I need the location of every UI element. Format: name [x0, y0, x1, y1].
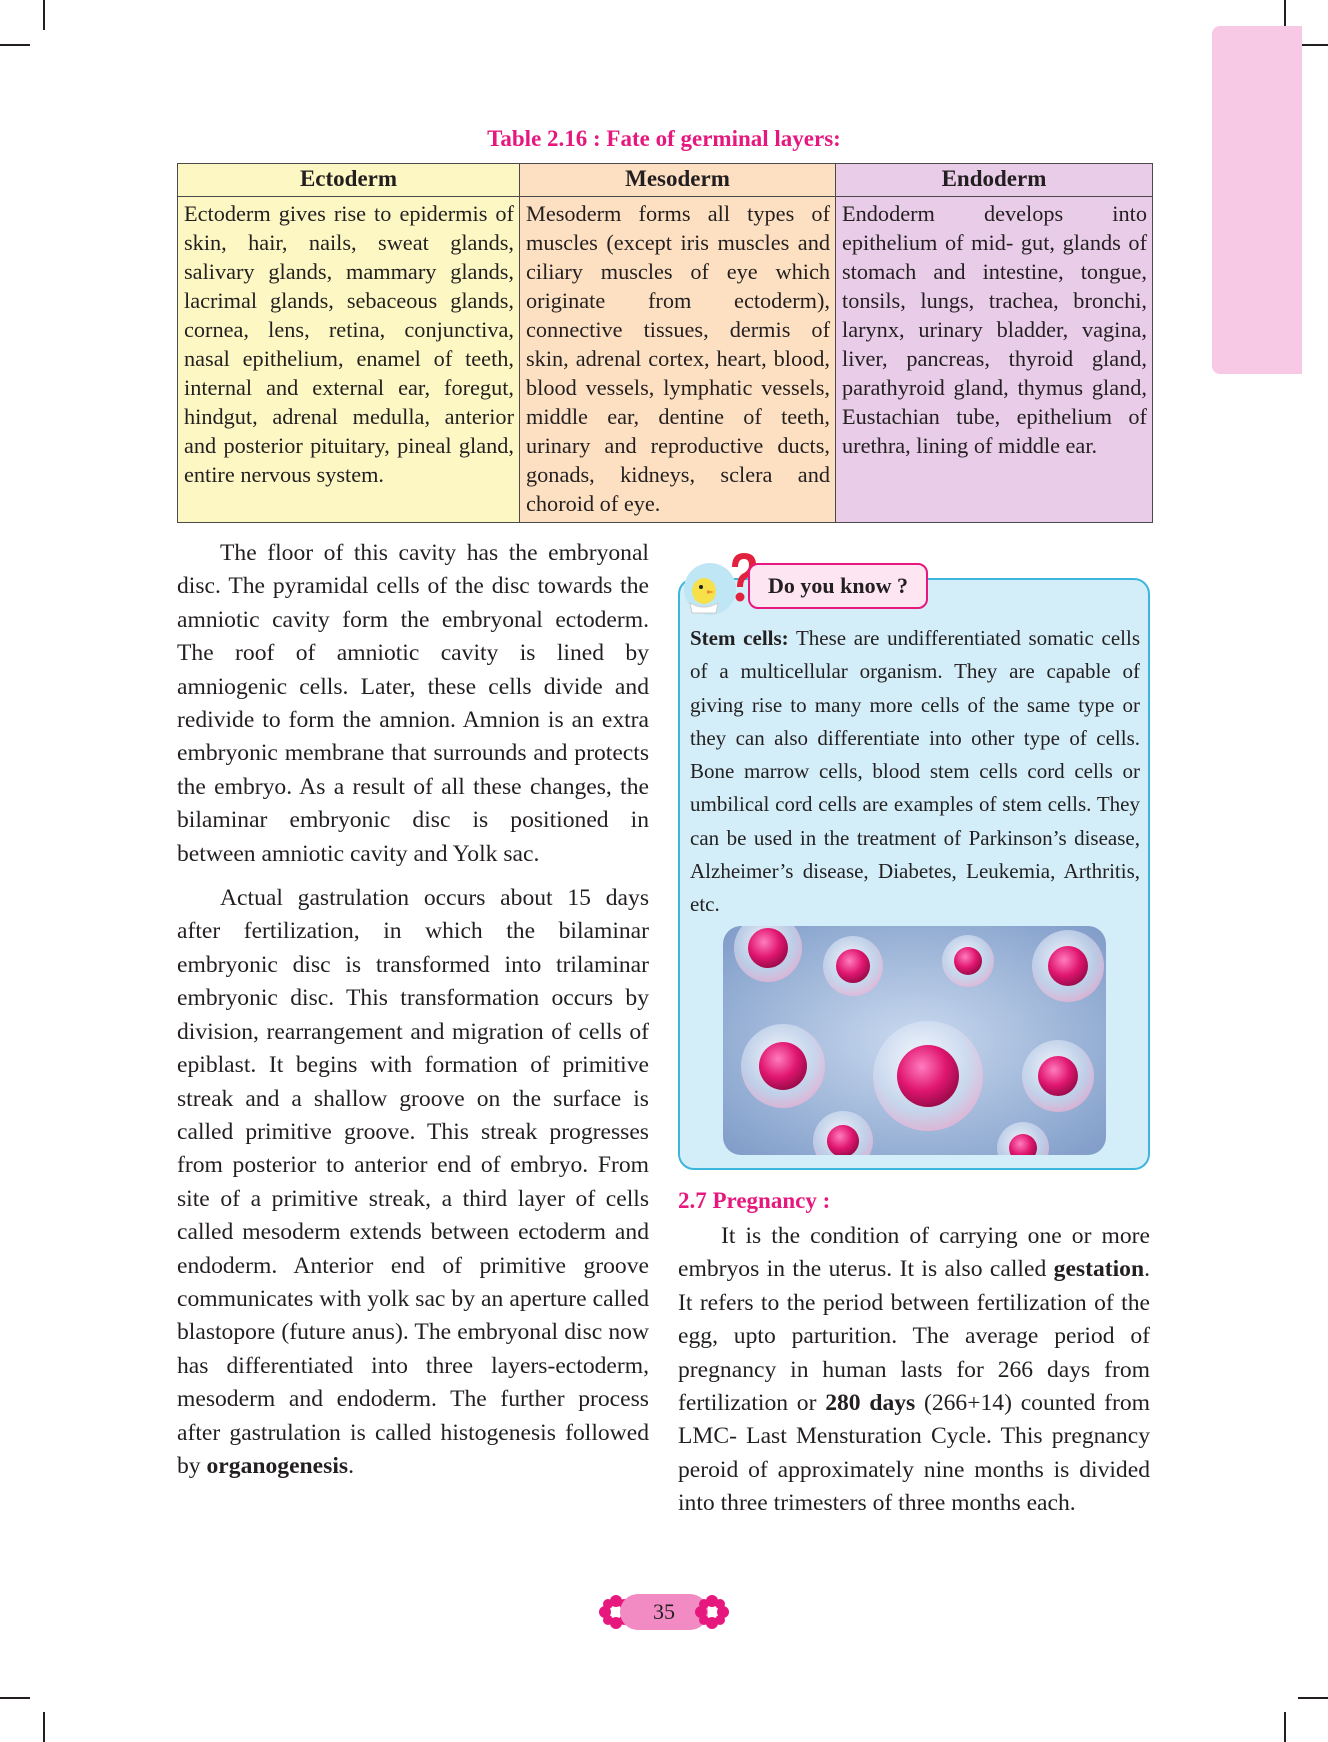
- stem-cells-illustration: [723, 926, 1106, 1155]
- crop-mark: [43, 1712, 45, 1742]
- crop-mark: [43, 0, 45, 30]
- crop-mark: [1298, 1697, 1328, 1699]
- stem-cells-term: Stem cells:: [690, 626, 789, 650]
- germinal-layers-table: [177, 163, 1153, 523]
- cell-ectoderm: Ectoderm gives rise to epidermis of skin, hair, nails, sweat glands, salivary glands, mammary glands, lacrimal glands, sebaceous glands, cornea, lens, retina, conjunctiva, nasal epithelium, enamel of teeth, internal and external ear, foregut, hindgut, adrenal medulla, anterior and posterior pituitary, pineal gland, entire nervous system.: [178, 197, 520, 523]
- pregnancy-text: (266+14) counted from LMC- Last Mensturation Cycle. This pregnancy peroid of approximately nine months is divided into three trimesters of three months each.: [678, 1390, 1150, 1517]
- cell: [942, 935, 994, 987]
- crop-mark: [1284, 1712, 1286, 1742]
- page-number: 35: [620, 1594, 708, 1630]
- do-you-know-title: Do you know ?: [748, 563, 928, 609]
- stem-cells-description: These are undifferentiated somatic cells of a multicellular organism. They are capable of giving rise to many more cells of the same type or they can also differentiate into other type of cells. Bone marrow cells, blood stem cells cord cells or umbilical cord cells are examples of stem cells. They can be used in the treatment of Parkinson’s disease, Alzheimer’s disease, Diabetes, Leukemia, Arthritis, etc.: [690, 626, 1140, 917]
- left-column: [177, 537, 649, 1494]
- cell-mesoderm: Mesoderm forms all types of muscles (except iris muscles and ciliary muscles of eye which originate from ectoderm), connective tissues, dermis of skin, adrenal cortex, heart, blood, blood vessels, lymphatic vessels, middle ear, dentine of teeth, urinary and reproductive ducts, gonads, kidneys, sclera and choroid of eye.: [520, 197, 836, 523]
- cell: [823, 936, 883, 996]
- cell: [1032, 930, 1104, 1002]
- right-column: [678, 1220, 1150, 1521]
- paragraph: [678, 1220, 1150, 1521]
- flower-ornament-icon: [692, 1592, 732, 1632]
- bold-term: organogenesis: [206, 1452, 349, 1479]
- crop-mark: [1298, 44, 1328, 46]
- chapter-side-tab: [1212, 26, 1302, 374]
- pregnancy-text: It is the condition of carrying one or more embryos in the uterus. It is also called: [678, 1223, 1150, 1283]
- header-endoderm: Endoderm: [836, 164, 1153, 197]
- pregnancy-text: . It refers to the period between fertilization of the egg, upto parturition. The average period of pregnancy in human lasts for 266 days from fertilization or: [678, 1256, 1150, 1417]
- header-mesoderm: Mesoderm: [520, 164, 836, 197]
- crop-mark: [0, 1697, 30, 1699]
- bold-term: gestation: [1053, 1256, 1145, 1283]
- bold-term: 280 days: [825, 1390, 916, 1417]
- crop-mark: [0, 44, 30, 46]
- cell: [873, 1021, 983, 1131]
- paragraph: The floor of this cavity has the embryonal disc. The pyramidal cells of the disc towards the amniotic cavity form the embryonal ectoderm. The roof of amniotic cavity is lined by amniogenic cells. Later, these cells divide and redivide to form the amnion. Amnion is an extra embryonic membrane that surrounds and protects the embryo. As a result of all these changes, the bilaminar embryonic disc is positioned in between amniotic cavity and Yolk sac.: [177, 540, 649, 867]
- paragraph: [177, 882, 649, 1483]
- cell-endoderm: Endoderm develops into epithelium of mid- gut, glands of stomach and intestine, tongue, tonsils, lungs, trachea, bronchi, larynx, urinary bladder, vagina, liver, pancreas, thyroid gland, parathyroid gland, thymus gland, Eustachian tube, epithelium of urethra, lining of middle ear.: [836, 197, 1153, 523]
- cell: [1022, 1040, 1094, 1112]
- cell: [741, 1024, 825, 1108]
- table-title: Table 2.16 : Fate of germinal layers:: [487, 126, 841, 151]
- section-heading-pregnancy: 2.7 Pregnancy :: [678, 1188, 831, 1213]
- stem-cells-image: [723, 926, 1106, 1155]
- stem-cells-text: [690, 622, 1140, 922]
- header-ectoderm: Ectoderm: [178, 164, 520, 197]
- paragraph-text: Actual gastrulation occurs about 15 days after fertilization, in which the bilaminar embryonic disc is transformed into trilaminar embryonic disc. This transformation occurs by division, rearrangement and migration of cells of epiblast. It begins with formation of primitive streak and a shallow groove on the surface is called primitive groove. This streak progresses from posterior to anterior end of embryo. From site of a primitive streak, a third layer of cells called mesoderm extends between ectoderm and endoderm. Anterior end of primitive groove communicates with yolk sac by an aperture called blastopore (future anus). The embryonal disc now has differentiated into three layers-ectoderm, mesoderm and endoderm. The further process after gastrulation is called histogenesis followed by: [177, 885, 649, 1479]
- paragraph-end: .: [348, 1452, 354, 1479]
